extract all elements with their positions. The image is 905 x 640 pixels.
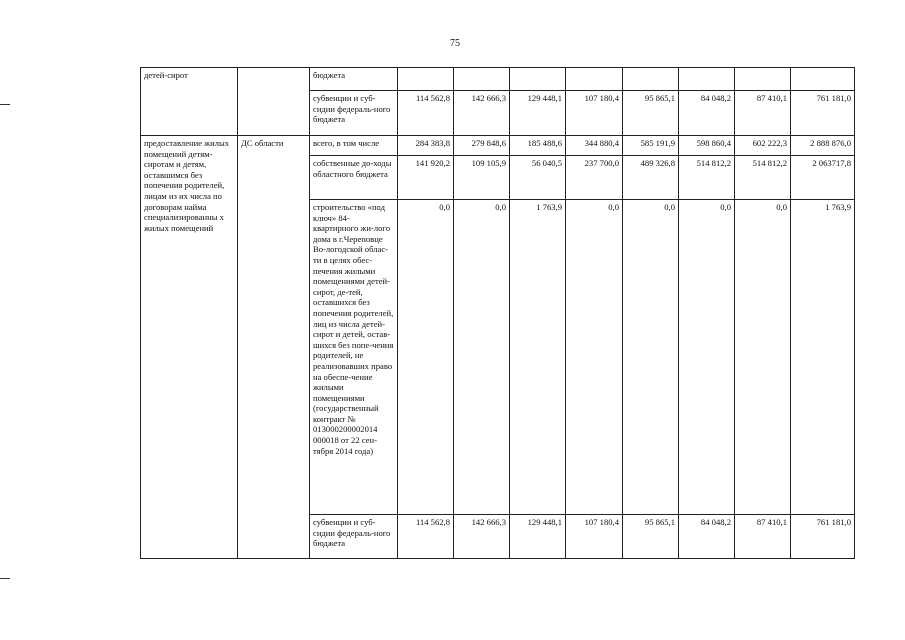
table-row <box>141 68 855 91</box>
value-cell: 142 666,3 <box>454 515 510 559</box>
executor-cell: ДС области <box>238 136 310 559</box>
value-cell: 0,0 <box>566 200 623 515</box>
value-cell: 142 666,3 <box>454 91 510 136</box>
value-cell: 514 812,2 <box>679 156 735 200</box>
value-cell: 1 763,9 <box>791 200 855 515</box>
value-cell: 1 763,9 <box>510 200 566 515</box>
value-cell: 95 865,1 <box>623 91 679 136</box>
value-cell: 237 700,0 <box>566 156 623 200</box>
value-cell: 761 181,0 <box>791 515 855 559</box>
source-cell: бюджета <box>310 68 398 91</box>
value-cell: 84 048,2 <box>679 91 735 136</box>
value-cell: 109 105,9 <box>454 156 510 200</box>
value-cell: 114 562,8 <box>398 91 454 136</box>
table-row <box>141 136 855 156</box>
value-cell: 87 410,1 <box>735 91 791 136</box>
value-cell: 0,0 <box>623 200 679 515</box>
page-number: 75 <box>450 38 460 49</box>
value-cell: 344 880,4 <box>566 136 623 156</box>
value-cell: 0,0 <box>735 200 791 515</box>
value-cell: 185 488,6 <box>510 136 566 156</box>
program-name-cell: предоставление жилых помещений детям-сиротам и детям, оставшимся без попечения родителей, лицам из их числа по договорам найма специализированны х жилых помещений <box>141 136 238 559</box>
source-cell: собственные до-ходы областного бюджета <box>310 156 398 200</box>
value-cell <box>398 68 454 91</box>
value-cell <box>735 68 791 91</box>
executor-cell <box>238 68 310 136</box>
value-cell: 761 181,0 <box>791 91 855 136</box>
source-cell: субвенции и суб-сидии федераль-ного бюджета <box>310 91 398 136</box>
source-cell: строительство «под ключ» 84-квартирного жи-лого дома в г.Череповце Во-логодской облас-ти в целях обес-печения жилыми помещениями детей-сирот, де-тей, оставшихся без попечения родителей, лиц из числа детей-сирот и детей, остав-шихся без попе-чения родителей, не реализовавших право на обеспе-чение жилыми помещениями (государственный контракт № 013000200002014 000018 от 22 сен-тября 2014 года) <box>310 200 398 515</box>
value-cell <box>510 68 566 91</box>
value-cell: 489 326,8 <box>623 156 679 200</box>
value-cell <box>454 68 510 91</box>
value-cell: 279 848,6 <box>454 136 510 156</box>
value-cell: 107 180,4 <box>566 515 623 559</box>
value-cell: 129 448,1 <box>510 515 566 559</box>
value-cell: 84 048,2 <box>679 515 735 559</box>
margin-mark-top <box>0 104 10 105</box>
value-cell: 284 383,8 <box>398 136 454 156</box>
value-cell: 95 865,1 <box>623 515 679 559</box>
program-name-cell: детей-сирот <box>141 68 238 136</box>
source-cell: субвенции и суб-сидии федераль-ного бюджета <box>310 515 398 559</box>
value-cell: 87 410,1 <box>735 515 791 559</box>
value-cell: 585 191,9 <box>623 136 679 156</box>
value-cell: 0,0 <box>454 200 510 515</box>
source-cell: всего, в том числе <box>310 136 398 156</box>
value-cell: 0,0 <box>679 200 735 515</box>
value-cell <box>566 68 623 91</box>
value-cell <box>791 68 855 91</box>
value-cell: 514 812,2 <box>735 156 791 200</box>
value-cell: 56 040,5 <box>510 156 566 200</box>
value-cell: 107 180,4 <box>566 91 623 136</box>
value-cell: 0,0 <box>398 200 454 515</box>
margin-mark-bottom <box>0 578 10 579</box>
budget-table <box>140 67 855 559</box>
value-cell: 2 063717,8 <box>791 156 855 200</box>
value-cell: 141 920,2 <box>398 156 454 200</box>
value-cell: 2 888 876,0 <box>791 136 855 156</box>
value-cell <box>679 68 735 91</box>
value-cell: 598 860,4 <box>679 136 735 156</box>
value-cell <box>623 68 679 91</box>
value-cell: 129 448,1 <box>510 91 566 136</box>
value-cell: 602 222,3 <box>735 136 791 156</box>
value-cell: 114 562,8 <box>398 515 454 559</box>
